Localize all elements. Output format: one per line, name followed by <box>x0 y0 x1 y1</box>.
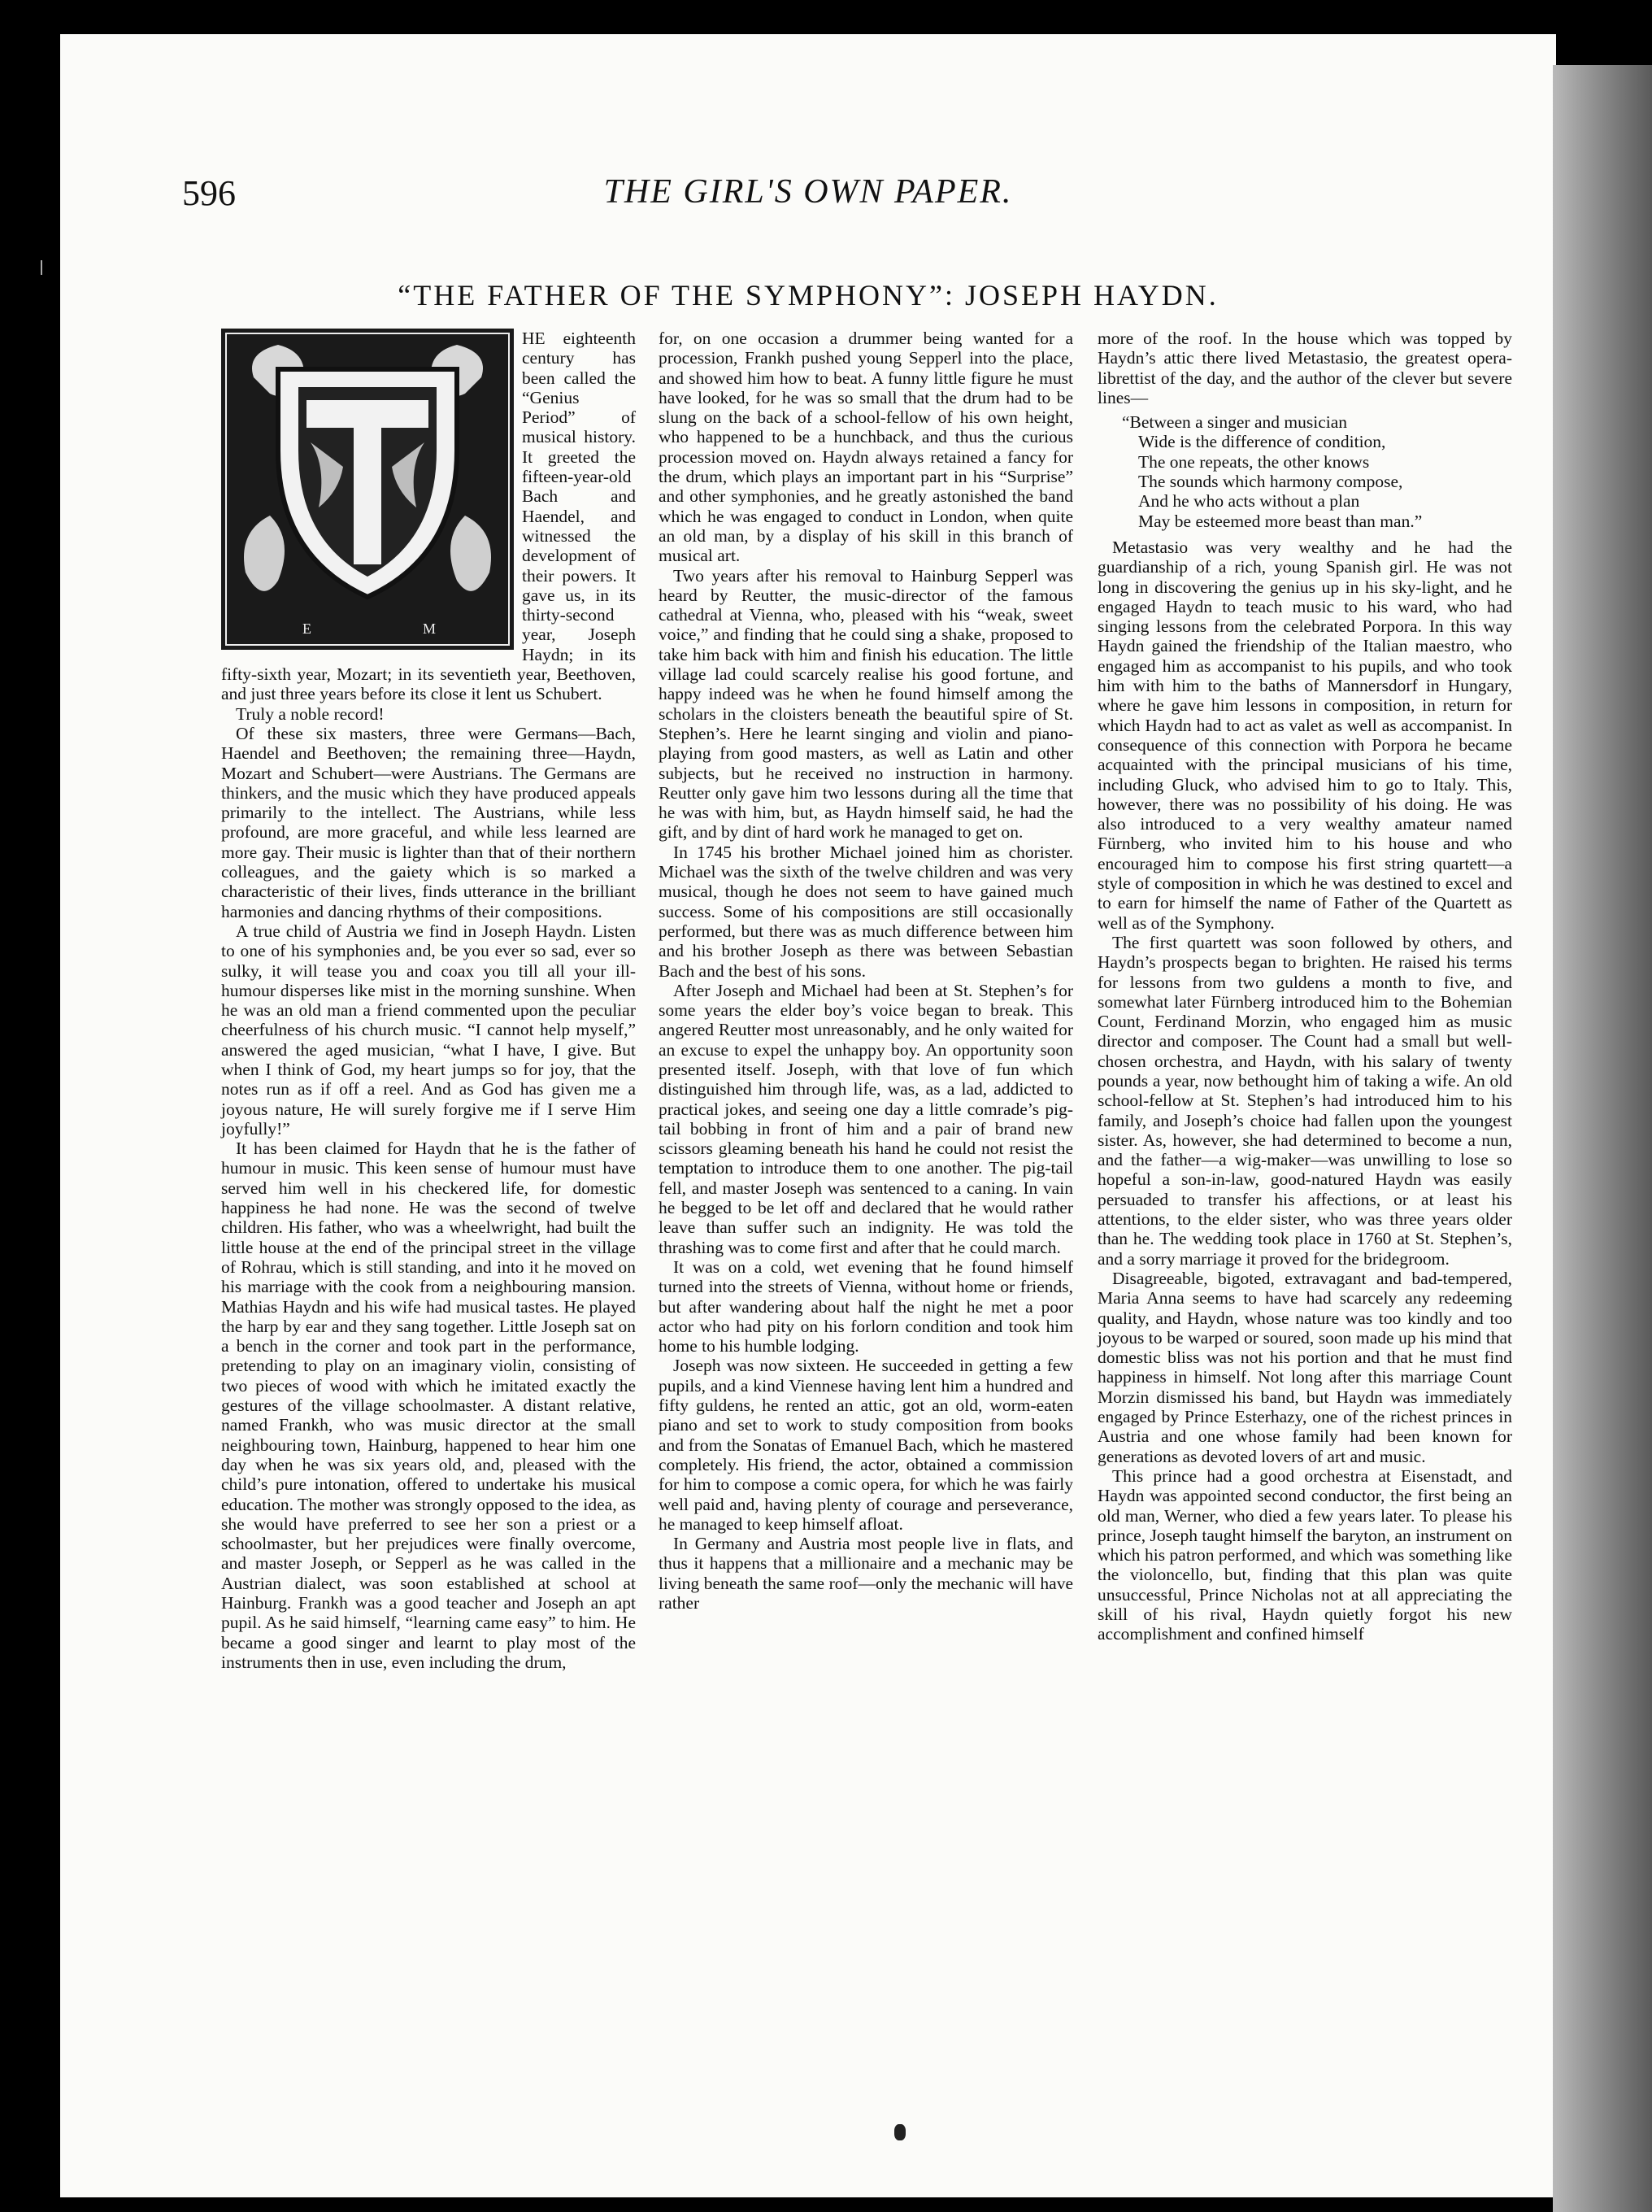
column-1 <box>221 329 636 1672</box>
col2-paragraph: In Germany and Austria most people live in flats, and thus it happens that a millionaire and a mechanic may be living beneath the same roof—only the mechanic will have rather <box>659 1534 1073 1613</box>
column-2 <box>659 329 1073 1613</box>
article-title: “THE FATHER OF THE SYMPHONY”: JOSEPH HAYDN. <box>398 279 1219 311</box>
col1-paragraph: HE eighteenth century has been called the “Genius Period” of musical history. It greeted the fifteen-year-old Bach and Haendel, and witnessed the development of their powers. It gave us, in its thirty-second year, Joseph Haydn; in its fifty-sixth year, Mozart; in its seventieth year, Beethoven, and just three years before its close it lent us Schubert. <box>221 329 636 704</box>
col1-paragraph: It has been claimed for Haydn that he is the father of humour in music. This keen sense of humour must have served him well in his checkered life, for domestic happiness he had none. He was the second of twelve children. His father, who was a wheelwright, had built the little house at the end of the principal street in the village of Rohrau, which is still standing, and into it he moved on his marriage with the cook from a neighbouring mansion. Mathias Haydn and his wife had musical tastes. He played the harp by ear and they sang together. Little Joseph sat on a bench in the corner and took part in the performance, pretending to play on an imaginary violin, consisting of two pieces of wood with which he imitated exactly the gestures of the village schoolmaster. A distant relative, named Frankh, who was music director at the small neighbouring town, Hainburg, happened to hear him one day when he was six years old, and, pleased with the child’s pure intonation, offered to undertake his musical education. The mother was strongly opposed to the idea, as she would have preferred to see her son a priest or a schoolmaster, but her prejudices were finally overcome, and master Joseph, or Sepperl as he was called in the Austrian dialect, was soon established at school at Hainburg. Frankh was a good teacher and Joseph an apt pupil. As he said himself, “learning came easy” to him. He became a good singer and learnt to play most of the instruments then in use, even including the drum, <box>221 1139 636 1672</box>
col2-paragraph: Two years after his removal to Hainburg Sepperl was heard by Reutter, the music-director of the famous cathedral at Vienna, who, pleased with his “weak, sweet voice,” and finding that he could sing a shake, proposed to take him back with him and finish his education. The little village lad could scarcely realise his good fortune, and happy indeed was he when he found himself among the scholars in the cloisters beneath the beautiful spire of St. Stephen’s. Here he learnt singing and violin and piano-playing from good masters, as well as Latin and other subjects, but he received no instruction in harmony. Reutter only gave him two lessons during all the time that he was with him, but, as Haydn himself said, he had the gift, and by dint of hard work he managed to get on. <box>659 565 1073 843</box>
dropcap-initial-left: E <box>302 620 311 637</box>
dropcap-initial-right: M <box>423 620 437 637</box>
col1-paragraph: Of these six masters, three were Germans—Bach, Haendel and Beethoven; the remaining three—Haydn, Mozart and Schubert—were Austrians. The Germans are thinkers, and the music which they have produced appeals primarily to the intellect. The Austrians, while less profound, are more graceful, and while less learned are more gay. Their music is lighter than that of their northern colleagues, and the gaiety which is so marked a characteristic of their lives, finds utterance in the brilliant harmonies and dancing rhythms of their compositions. <box>221 723 636 921</box>
column-3 <box>1098 329 1512 1644</box>
col2-paragraph: Joseph was now sixteen. He succeeded in getting a few pupils, and a kind Viennese having lent him a hundred and fifty guldens, he rented an attic, got an old, worm-eaten piano and set to work to study composition from books and from the Sonatas of Emanuel Bach, which he mastered completely. His friend, the actor, obtained a commission for him to compose a comic opera, for which he was fairly well paid and, having plenty of courage and perseverance, he managed to keep himself afloat. <box>659 1356 1073 1534</box>
poem-line: May be esteemed more beast than man.” <box>1138 511 1423 531</box>
col3-paragraph: The first quartett was soon followed by others, and Haydn’s prospects began to brighten. He raised his terms for lessons from two guldens a month to five, and somewhat later Fürnberg introduced him to the Bohemian Count, Ferdinand Morzin, who engaged him as music director and composer. The Count had a small but well-chosen orchestra, and Haydn, with his salary of twenty pounds a year, now bethought him of taking a wife. An old school-fellow at St. Stephen’s had introduced him to his family, and Joseph’s choice had fallen upon the youngest sister. As, however, she had determined to become a nun, and the father—a wig-maker—was unwilling to lose so hopeful a son-in-law, good-natured Haydn was easily persuaded to transfer his affections, or at least his attentions, to the elder sister, who was three years older than he. The wedding took place in 1760 at St. Stephen’s, and a sorry marriage it proved for the bridegroom. <box>1098 932 1512 1269</box>
col2-paragraph: In 1745 his brother Michael joined him as chorister. Michael was the sixth of the twelve children and was very musical, though he does not seem to have gained much success. Some of his compositions are still occasionally performed, but there was as much difference between him and his brother Joseph as there was between Sebastian Bach and the best of his sons. <box>659 842 1073 981</box>
poem-line: And he who acts without a plan <box>1138 491 1360 512</box>
col1-paragraph: A true child of Austria we find in Joseph Haydn. Listen to one of his symphonies and, be you ever so sad, ever so sulky, it will tease you and coax you till all your ill-humour disperses like mist in the morning sunshine. When he was an old man a friend commented upon the peculiar cheerfulness of his church music. “I cannot help myself,” answered the aged musician, “what I have, I give. But when I think of God, my heart jumps so for joy, that the notes run as if off a reel. And as God has given me a joyous nature, He will surely forgive me if I serve Him joyfully!” <box>221 921 636 1139</box>
col2-paragraph: for, on one occasion a drummer being wanted for a procession, Frankh pushed young Sepperl into the place, and showed him how to beat. A funny little figure he must have looked, for he was so small that the drum had to be slung on the back of a school-fellow of his own height, who happened to be a hunchback, and thus the curious procession moved on. Haydn always retained a fancy for the drum, which plays an important part in his “Surprise” and other symphonies, and he greatly astonished the band which he was engaged to conduct in London, when quite an old man, by a display of his skill in this branch of musical art. <box>659 329 1073 566</box>
col2-paragraph: It was on a cold, wet evening that he found himself turned into the streets of Vienna, without home or friends, but after wandering about half the night he met a poor actor who had pity on his forlorn condition and took him home to his humble lodging. <box>659 1256 1073 1356</box>
scan-edge-shadow <box>1553 65 1652 2212</box>
masthead: THE GIRL'S OWN PAPER. <box>603 173 1013 211</box>
scan-margin-mark <box>41 260 47 275</box>
poem-line: Wide is the difference of condition, <box>1138 432 1386 452</box>
page-number: 596 <box>182 173 236 213</box>
page-sheet <box>60 34 1556 2197</box>
col3-paragraph: Metastasio was very wealthy and he had the guardianship of a rich, young Spanish girl. He was not long in discovering the genius up in his sky-light, and he engaged Haydn to teach music to his ward, who had singing lessons from the celebrated Porpora. In this way Haydn gained the friendship of the Italian maestro, who engaged him as accompanist to his pupils, and who took him with him to the baths of Mannersdorf in Hungary, where he gave him lessons in composition, in return for which Haydn had to act as valet as well as accompanist. In consequence of this connection with Porpora he became acquainted with the principal musicians of his time, including Gluck, who advised him to go to Italy. This, however, there was no possibility of his doing. He was also introduced to a very wealthy amateur named Fürnberg, who invited him to his house and who encouraged him to compose his first string quartett—a style of composition in which he was destined to excel and to earn for himself the name of Father of the Quartett as well as of the Symphony. <box>1098 537 1512 933</box>
col2-paragraph: After Joseph and Michael had been at St. Stephen’s for some years the elder boy’s voice began to break. This angered Reutter most unreasonably, and he only waited for an excuse to expel the unhappy boy. An opportunity soon presented itself. Joseph, with that love of fun which distinguished him through life, was, as a lad, addicted to practical jokes, and seeing one day a little comrade’s pig-tail bobbing in front of him and a pair of brand new scissors gleaming beneath his hand he could not resist the temptation to introduce them to one another. The pig-tail fell, and master Joseph was sentenced to a caning. In vain he begged to be let off and declared that he would rather leave than suffer such an indignity. He was told the thrashing was to come first and after that he could march. <box>659 980 1073 1257</box>
poem-quote <box>1098 412 1512 531</box>
poem-line: “Between a singer and musician <box>1122 412 1348 433</box>
col3-paragraph: This prince had a good orchestra at Eisenstadt, and Haydn was appointed second conductor, the first being an old man, Werner, who died a few years later. To please his prince, Joseph taught himself the baryton, an instrument on which his patron performed, and which was something like the violoncello, but, finding that this plan was quite unsuccessful, Prince Nicholas not at all appreciating the skill of his rival, Haydn quietly forgot his new accomplishment and confined himself <box>1098 1465 1512 1644</box>
ornamental-dropcap-icon <box>221 329 514 650</box>
col3-paragraph: Disagreeable, bigoted, extravagant and bad-tempered, Maria Anna seems to have had scarcely any redeeming quality, and Haydn, whose nature was too kindly and too joyous to be warped or soured, soon made up his mind that domestic bliss was not his portion and that he must find happiness in himself. Not long after this marriage Count Morzin dismissed his band, but Haydn was immediately engaged by Prince Esterhazy, one of the richest princes in Austria and one whose family had been known for generations as devoted lovers of art and music. <box>1098 1268 1512 1466</box>
col3-intro: more of the roof. In the house which was topped by Haydn’s attic there lived Metastasio, the greatest opera-librettist of the day, and the author of the clever but severe lines— <box>1098 329 1512 407</box>
col1-paragraph: Truly a noble record! <box>236 703 385 724</box>
poem-line: The one repeats, the other knows <box>1138 451 1370 472</box>
scan-smudge <box>894 2124 906 2140</box>
poem-line: The sounds which harmony compose, <box>1138 472 1403 492</box>
